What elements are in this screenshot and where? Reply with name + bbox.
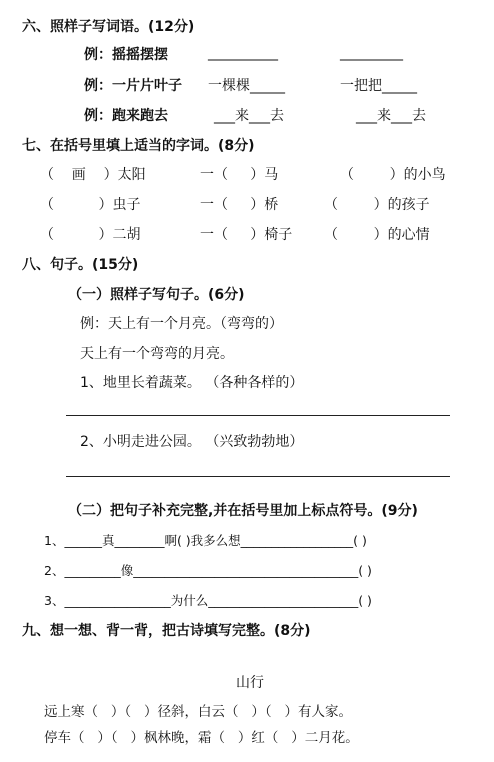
question-item: 2、小明走进公园。 （兴致勃勃地） bbox=[80, 434, 304, 450]
answer-line bbox=[66, 476, 450, 477]
fill-item: ___来___去 bbox=[214, 108, 284, 124]
example-answer: 天上有一个弯弯的月亮。 bbox=[80, 346, 234, 362]
section-8-heading: 八、句子。(15分) bbox=[22, 257, 139, 273]
fill-item: 一把把_____ bbox=[340, 78, 417, 94]
fill-item: 一（ ）桥 bbox=[200, 197, 279, 213]
fill-item: ___来___去 bbox=[356, 108, 426, 124]
example-label: 例：跑来跑去 bbox=[84, 108, 168, 124]
fill-item: 一棵棵_____ bbox=[208, 78, 285, 94]
question-item: 1、地里长着蔬菜。 （各种各样的） bbox=[80, 375, 304, 391]
fill-item: （ ）虫子 bbox=[40, 197, 141, 213]
fill-item: （ ）的小鸟 bbox=[340, 167, 446, 183]
poem-title: 山行 bbox=[236, 675, 264, 691]
section-7-heading: 七、在括号里填上适当的字词。(8分) bbox=[22, 138, 255, 154]
question-item: 1、______真________啊( )我多么想__________________( ) bbox=[44, 533, 367, 548]
section-9-heading: 九、想一想、背一背，把古诗填写完整。(8分) bbox=[22, 623, 311, 639]
fill-item: 一（ ）马 bbox=[200, 167, 279, 183]
subsection-heading: （二）把句子补充完整,并在括号里加上标点符号。(9分) bbox=[68, 503, 418, 519]
section-6-heading: 六、照样子写词语。(12分) bbox=[22, 19, 195, 35]
blank-line: _________ bbox=[340, 45, 403, 61]
fill-item: （ 画 ）太阳 bbox=[40, 167, 146, 183]
fill-item: （ ）的孩子 bbox=[324, 197, 430, 213]
poem-line: 远上寒（ ）（ ）径斜，白云（ ）（ ）有人家。 bbox=[44, 704, 352, 720]
example-sentence: 例：天上有一个月亮。（弯弯的） bbox=[80, 316, 283, 332]
answer-line bbox=[66, 415, 450, 416]
question-item: 3、_________________为什么________________________( ) bbox=[44, 593, 372, 608]
fill-item: （ ）的心情 bbox=[324, 227, 430, 243]
example-label: 例：摇摇摆摆 bbox=[84, 47, 168, 63]
subsection-heading: （一）照样子写句子。(6分) bbox=[68, 287, 245, 303]
example-label: 例：一片片叶子 bbox=[84, 78, 182, 94]
fill-item: 一（ ）椅子 bbox=[200, 227, 293, 243]
fill-item: （ ）二胡 bbox=[40, 227, 141, 243]
poem-line: 停车（ ）（ ）枫林晚，霜（ ）红（ ）二月花。 bbox=[44, 730, 359, 746]
question-item: 2、_________像____________________________________( ) bbox=[44, 563, 372, 578]
blank-line: __________ bbox=[208, 45, 278, 61]
